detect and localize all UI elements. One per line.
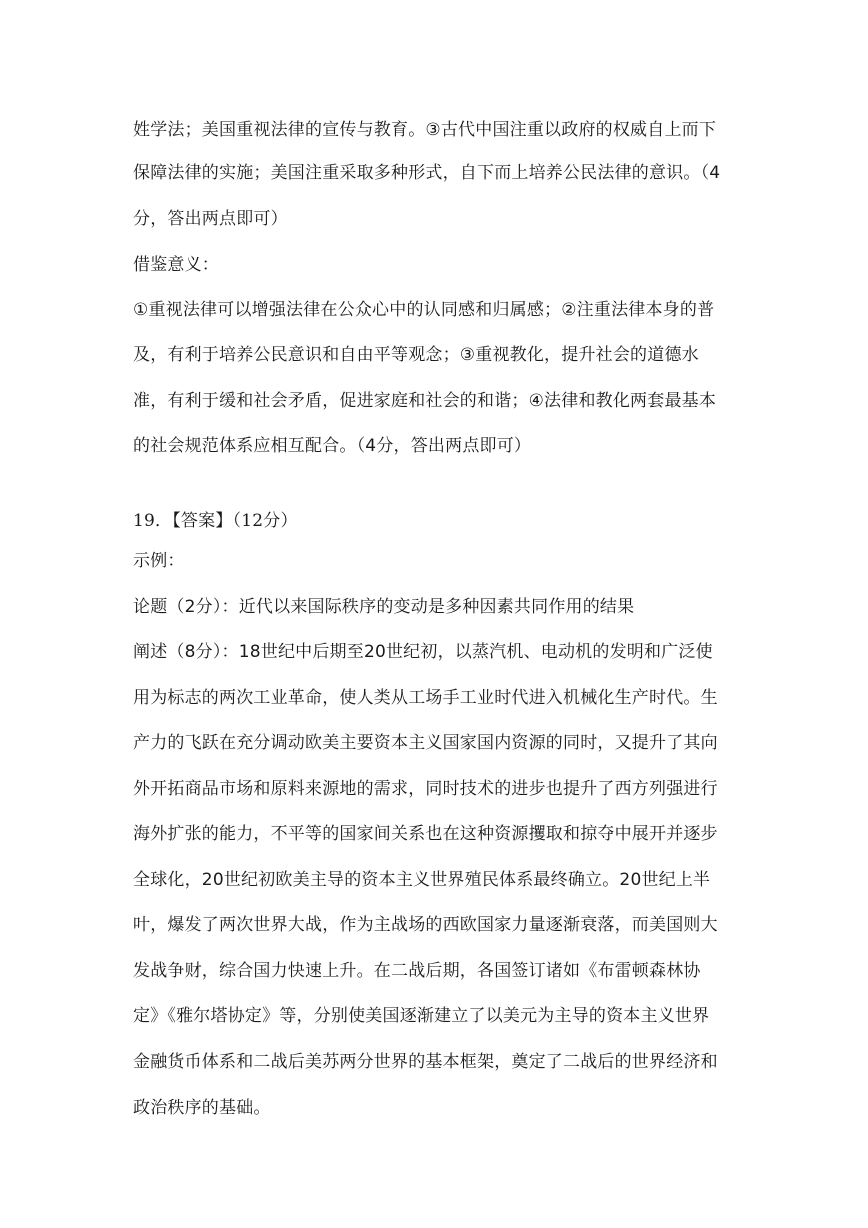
- elaboration-line: 定》《雅尔塔协定》等，分别使美国逐渐建立了以美元为主导的资本主义世界: [133, 1006, 710, 1026]
- answer-text-line: 保障法律的实施；美国注重采取多种形式，自下而上培养公民法律的意识。（4: [133, 163, 721, 183]
- answer-text-line: 分，答出两点即可）: [133, 209, 288, 229]
- borrow-text-line: 及，有利于培养公民意识和自由平等观念；③重视教化，提升社会的道德水: [133, 345, 699, 365]
- elaboration-line: 金融货币体系和二战后美苏两分世界的基本框架，奠定了二战后的世界经济和: [133, 1052, 718, 1072]
- borrow-text-line: 准，有利于缓和社会矛盾，促进家庭和社会的和谐；④法律和教化两套最基本: [133, 391, 717, 411]
- answer-text-line: 姓学法；美国重视法律的宣传与教育。③古代中国注重以政府的权威自上而下: [133, 120, 717, 140]
- elaboration-line: 全球化，20世纪初欧美主导的资本主义世界殖民体系最终确立。20世纪上半: [133, 870, 711, 890]
- elaboration-line: 政治秩序的基础。: [133, 1098, 271, 1118]
- question-19-header: 19．【答案】（12分）: [133, 511, 298, 531]
- borrow-text-line: 的社会规范体系应相互配合。（4分，答出两点即可）: [133, 436, 532, 456]
- elaboration-line: 产力的飞跃在充分调动欧美主要资本主义国家国内资源的同时，又提升了其向: [133, 733, 718, 753]
- borrow-text-line: ①重视法律可以增强法律在公众心中的认同感和归属感；②注重法律本身的普: [133, 300, 715, 320]
- elaboration-line: 阐述（8分）：18世纪中后期至20世纪初，以蒸汽机、电动机的发明和广泛使: [133, 642, 713, 662]
- elaboration-line: 发战争财，综合国力快速上升。在二战后期，各国签订诸如《布雷顿森林协: [133, 961, 701, 981]
- elaboration-line: 叶，爆发了两次世界大战，作为主战场的西欧国家力量逐渐衰落，而美国则大: [133, 915, 718, 935]
- borrow-heading: 借鉴意义：: [133, 255, 219, 275]
- elaboration-line: 用为标志的两次工业革命，使人类从工场手工业时代进入机械化生产时代。生: [133, 688, 718, 708]
- example-label: 示例：: [133, 551, 185, 571]
- thesis-line: 论题（2分）：近代以来国际秩序的变动是多种因素共同作用的结果: [133, 597, 635, 617]
- elaboration-line: 海外扩张的能力，不平等的国家间关系也在这种资源攫取和掠夺中展开并逐步: [133, 824, 718, 844]
- elaboration-line: 外开拓商品市场和原料来源地的需求，同时技术的进步也提升了西方列强进行: [133, 779, 718, 799]
